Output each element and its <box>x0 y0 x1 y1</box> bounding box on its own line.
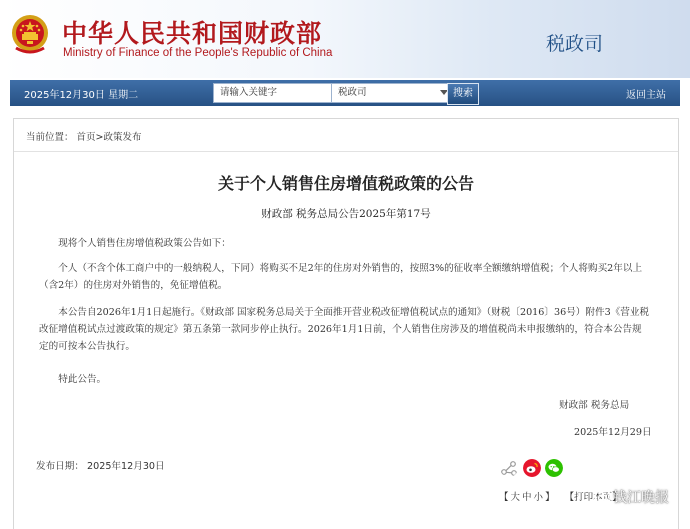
print-page-button[interactable]: 【打印本页】 <box>564 492 622 503</box>
search-scope-select[interactable] <box>331 83 453 103</box>
document-number: 财政部 税务总局公告2025年第17号 <box>261 208 431 220</box>
share-link-icon[interactable] <box>500 459 518 477</box>
article-paragraph: 特此公告。 <box>58 374 107 385</box>
search-scope-value: 税政司 <box>338 87 367 98</box>
font-medium-button[interactable]: 中 <box>522 492 532 503</box>
article-paragraph: 个人（不含个体工商户中的一般纳税人，下同）将购买不足2年的住房对外销售的，按照3%的征收率全额缴纳增值税；个人将购买2年以上（含2年）的住房对外销售的，免征增值税。 <box>39 263 643 291</box>
site-header <box>0 0 690 78</box>
national-emblem-icon <box>10 12 50 56</box>
search-button[interactable]: 搜索 <box>447 83 479 105</box>
font-large-button[interactable]: 大 <box>510 492 521 503</box>
breadcrumb-bar <box>14 119 678 152</box>
article-paragraph: 现将个人销售住房增值税政策公告如下： <box>58 238 231 249</box>
signature-date: 2025年12月29日 <box>574 427 652 438</box>
bracket-close: 】 <box>545 492 555 503</box>
weibo-icon[interactable] <box>523 459 541 477</box>
article-paragraph: 本公告自2026年1月1日起施行。《财政部 国家税务总局关于全面推开营业税改征增值税试点的通知》（财税〔2016〕36号）附件3《营业税改征增值税试点过渡政策的规定》第五条第一款同步停止执行。2026年1月1日前，个人销售住房涉及的增值税尚未申报缴纳的，符合本公告规定的可按本公告执行。 <box>39 307 650 352</box>
watermark: 钱江晚报 <box>613 490 669 506</box>
publish-date: 发布日期： 2025年12月30日 <box>36 461 165 472</box>
article-title: 关于个人销售住房增值税政策的公告 <box>217 174 474 193</box>
back-home-link[interactable]: 返回主站 <box>626 90 666 101</box>
current-date: 2025年12月30日 星期二 <box>24 90 139 101</box>
top-navbar <box>10 80 680 106</box>
bracket-open: 【 <box>499 492 509 503</box>
signature-org: 财政部 税务总局 <box>559 400 630 411</box>
font-small-button[interactable]: 小 <box>533 492 544 503</box>
ministry-title-cn: 中华人民共和国财政部 <box>62 19 323 48</box>
wechat-icon[interactable] <box>545 459 563 477</box>
weibo-watermark-icon <box>594 488 612 506</box>
breadcrumb[interactable]: 当前位置： 首页>政策发布 <box>26 132 142 143</box>
department-name[interactable]: 税政司 <box>546 33 604 55</box>
article-container <box>13 118 679 529</box>
search-input[interactable]: 请输入关键字 <box>213 83 337 103</box>
ministry-title-en: Ministry of Finance of the People's Republic of China <box>63 47 333 59</box>
